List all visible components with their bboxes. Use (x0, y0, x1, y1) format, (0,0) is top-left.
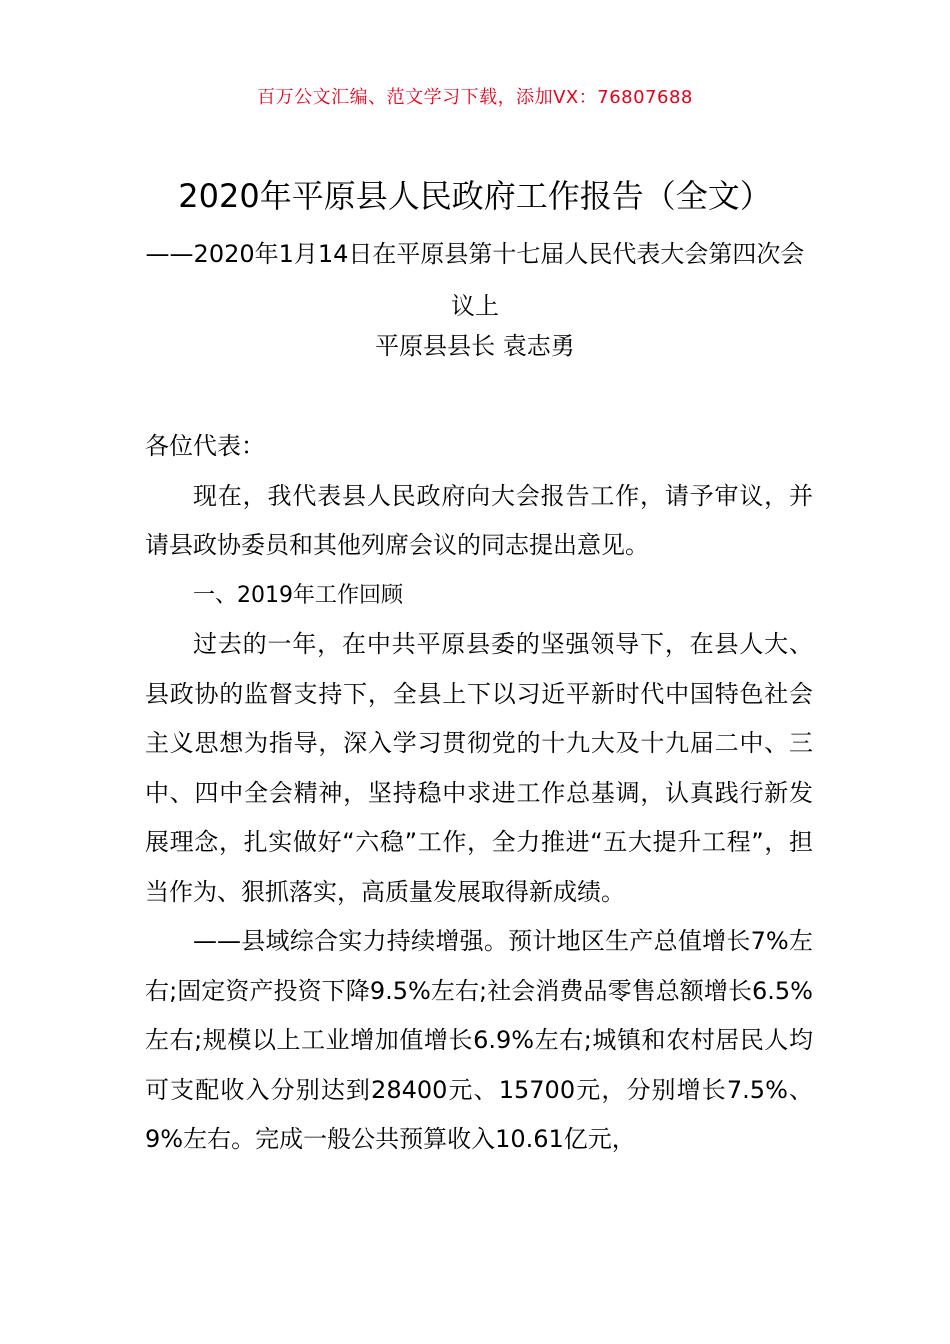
paragraph-review: 过去的一年，在中共平原县委的坚强领导下，在县人大、县政协的监督支持下，全县上下以习近平新时代中国特色社会主义思想为指导，深入学习贯彻党的十九大及十九届二中、三中、四中全会精神，坚持稳中求进工作总基调，认真践行新发展理念，扎实做好“六稳”工作，全力推进“五大提升工程”，担当作为、狠抓落实，高质量发展取得新成绩。 (145, 630, 813, 906)
report-subtitle: ——2020年1月14日在平原县第十七届人民代表大会第四次会议上 (145, 240, 805, 320)
report-author: 平原县县长 袁志勇 (375, 332, 575, 360)
report-title: 2020年平原县人民政府工作报告（全文） (178, 177, 772, 215)
report-body (145, 422, 813, 1165)
paragraph-intro: 现在，我代表县人民政府向大会报告工作，请予审议，并请县政协委员和其他列席会议的同志提出意见。 (145, 481, 813, 559)
download-notice: 百万公文汇编、范文学习下载，添加VX：76807688 (257, 87, 693, 108)
paragraph-economy: ——县域综合实力持续增强。预计地区生产总值增长7%左右;固定资产投资下降9.5%左右;社会消费品零售总额增长6.5%左右;规模以上工业增加值增长6.9%左右;城镇和农村居民人均可支配收入分别达到28400元、15700元，分别增长7.5%、9%左右。完成一般公共预算收入10.61亿元， (145, 927, 813, 1153)
section-heading: 一、2019年工作回顾 (193, 582, 403, 608)
salutation: 各位代表： (145, 432, 265, 460)
